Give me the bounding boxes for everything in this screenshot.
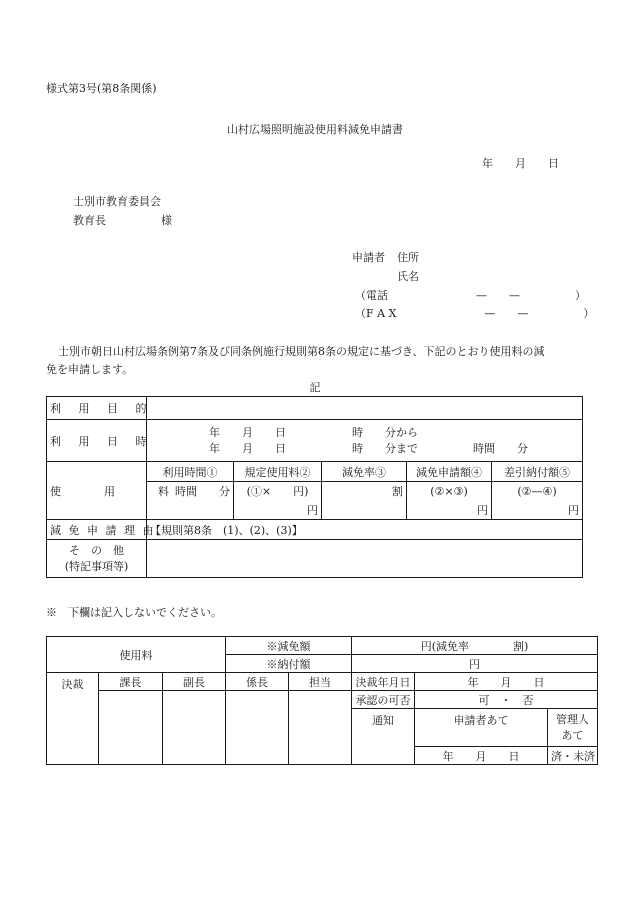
decision-date-label: 決裁年月日 xyxy=(352,673,415,691)
fee-payment-value[interactable]: (②—④) xyxy=(492,482,583,501)
office-use-table xyxy=(46,636,598,765)
payment-amount-label: ※納付額 xyxy=(226,655,352,673)
body-line-2: 免を申請します。 xyxy=(46,363,134,376)
purpose-field[interactable] xyxy=(147,397,583,420)
stamp-section-chief[interactable] xyxy=(99,691,163,765)
form-number: 様式第3号(第8条関係) xyxy=(46,82,157,95)
to-manager-line-1: 管理人 xyxy=(556,712,590,726)
decision-label: 決裁 xyxy=(47,673,99,765)
phone-line: （電話 — — ） xyxy=(355,289,586,302)
approver-section-chief: 課長 xyxy=(99,673,163,691)
approval-label: 承認の可否 xyxy=(352,691,415,709)
fee-standard-unit: 円 xyxy=(234,501,322,520)
stamp-deputy[interactable] xyxy=(163,691,226,765)
stamp-staff[interactable] xyxy=(289,691,352,765)
fee-reduction-value[interactable]: (②×③) xyxy=(407,482,492,501)
date-field[interactable] xyxy=(147,420,583,462)
date-label: 利 用 日 時 xyxy=(47,420,147,462)
fee-time-unit xyxy=(147,501,234,520)
other-label xyxy=(47,540,147,578)
applicant-label: 申請者 xyxy=(352,251,385,264)
approver-deputy: 副長 xyxy=(163,673,226,691)
application-table xyxy=(46,396,583,578)
notice-label: 通知 xyxy=(352,709,415,765)
fee-label: 使 用 料 xyxy=(47,462,147,520)
approver-subsection-chief: 係長 xyxy=(226,673,289,691)
fee-rate-value[interactable]: 割 xyxy=(322,482,407,501)
notice-done-value[interactable]: 済・未済 xyxy=(548,747,598,765)
date-line: 年 月 日 xyxy=(482,157,559,170)
address-label: 住所 xyxy=(397,251,419,264)
fee-payment-unit: 円 xyxy=(492,501,583,520)
fee-rate-unit xyxy=(322,501,407,520)
date-to: 年 月 日 時 分まで 時間 分 xyxy=(209,441,528,455)
addressee-org: 士別市教育委員会 xyxy=(73,195,161,208)
to-applicant-label: 申請者あて xyxy=(415,709,548,747)
reason-label: 減 免 申 請 理 由 xyxy=(47,520,147,540)
reason-value[interactable]: 【規則第8条 (1)、(2)、(3)】 xyxy=(147,520,583,540)
reduction-amount-value[interactable]: 円(減免率 割) xyxy=(352,637,598,655)
decision-date-value[interactable]: 年 月 日 xyxy=(415,673,598,691)
fee-header-rate: 減免率③ xyxy=(322,462,407,482)
note-text: ※ 下欄は記入しないでください。 xyxy=(46,606,222,619)
fee-reduction-unit: 円 xyxy=(407,501,492,520)
ki-label: 記 xyxy=(309,381,321,394)
to-manager-label xyxy=(548,709,598,747)
reduction-amount-label: ※減免額 xyxy=(226,637,352,655)
fee-header-standard: 規定使用料② xyxy=(234,462,322,482)
document-title: 山村広場照明施設使用料減免申請書 xyxy=(227,123,403,136)
fax-line: （F A X — — ） xyxy=(355,307,595,320)
to-manager-line-2: あて xyxy=(561,728,584,742)
purpose-label: 利 用 目 的 xyxy=(47,397,147,420)
other-label-2: (特記事項等) xyxy=(64,559,129,573)
fee-header-payment: 差引納付額⑤ xyxy=(492,462,583,482)
stamp-subsection-chief[interactable] xyxy=(226,691,289,765)
other-label-1: そ の 他 xyxy=(69,543,124,557)
addressee-person: 教育長 様 xyxy=(73,214,172,227)
fee-header-reduction: 減免申請額④ xyxy=(407,462,492,482)
body-line-1: 士別市朝日山村広場条例第7条及び同条例施行規則第8条の規定に基づき、下記のとおり使用料の減 xyxy=(58,345,545,358)
name-label: 氏名 xyxy=(397,270,419,283)
approval-value[interactable]: 可 ・ 否 xyxy=(415,691,598,709)
other-field[interactable] xyxy=(147,540,583,578)
notice-date-value[interactable]: 年 月 日 xyxy=(415,747,548,765)
payment-amount-value[interactable]: 円 xyxy=(352,655,598,673)
approver-staff: 担当 xyxy=(289,673,352,691)
date-from: 年 月 日 時 分から xyxy=(209,425,418,439)
fee-time-value[interactable]: 時間 分 xyxy=(147,482,234,501)
fee-standard-value[interactable]: (①× 円) xyxy=(234,482,322,501)
office-fee-label: 使用料 xyxy=(47,637,226,673)
fee-header-time: 利用時間① xyxy=(147,462,234,482)
